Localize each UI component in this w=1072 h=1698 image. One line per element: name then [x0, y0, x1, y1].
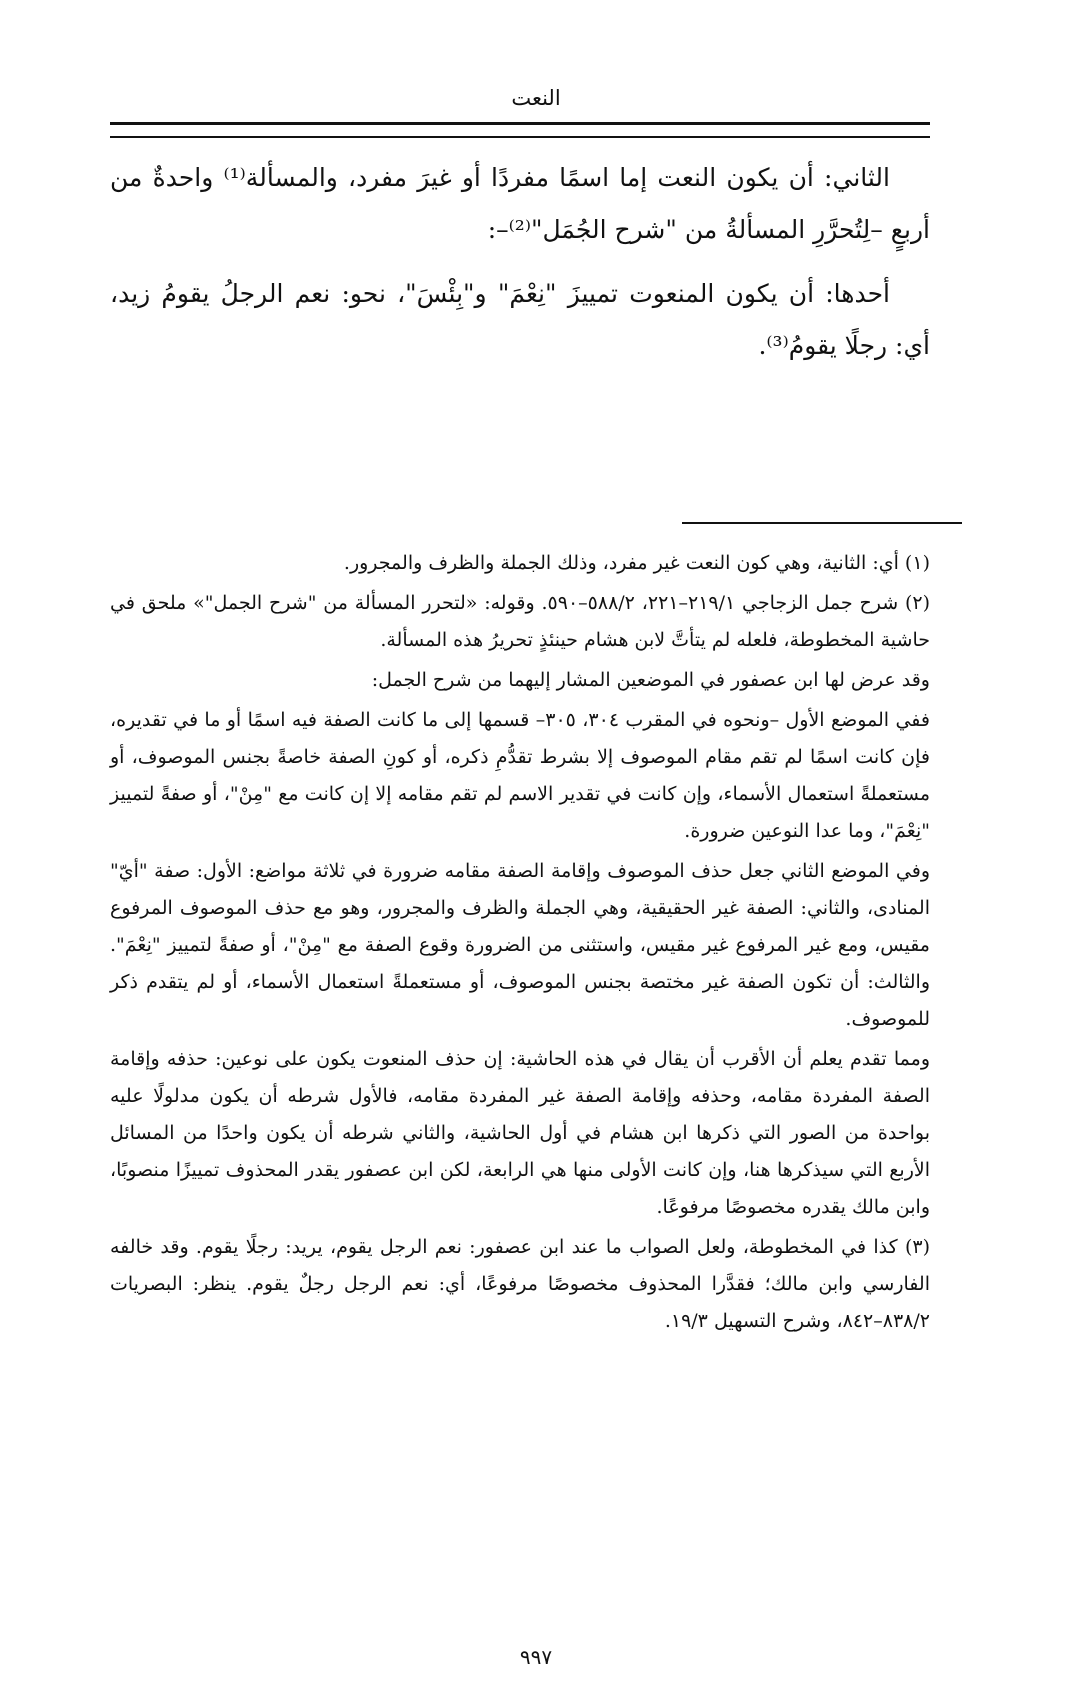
footnote-1: (١) أي: الثانية، وهي كون النعت غير مفرد، وذلك الجملة والظرف والمجرور. [343, 552, 930, 574]
main-paragraph-1: الثاني: أن يكون النعت إما اسمًا مفردًا أو غيرَ مفرد، والمسألة⁽¹⁾ واحدةٌ من أربعٍ –لِتُحرَّرِ المسألةُ من "شرح الجُمَل"⁽²⁾–: [110, 163, 930, 244]
header-rule-thin [110, 136, 930, 138]
footnote-2: (٢) شرح جمل الزجاجي ٢١٩/١–٢٢١، ٥٨٨/٢–٥٩٠. وقوله: «لتحرر المسألة من "شرح الجمل"» ملحق في حاشية المخطوطة، فلعله لم يتأتَّ لابن هشام حينئذٍ تحريرُ هذه المسألة. [110, 592, 931, 651]
running-title: النعت [511, 86, 561, 110]
footnotes [110, 545, 930, 1343]
page-number: ٩٩٧ [519, 1645, 553, 1669]
footnote-2-continuation: ففي الموضع الأول –ونحوه في المقرب ٣٠٤، ٣٠٥– قسمها إلى ما كانت الصفة فيه اسمًا أو ما في تقديره، فإن كانت اسمًا لم تقم مقام الموصوف إلا بشرط تقدُّمِ ذكره، أو كونِ الصفة خاصةً بجنس الموصوف، أو مستعملةً استعمال الأسماء، وإن كانت في تقدير الاسم لم تقم مقامه إلا إن كانت مع "مِنْ"، أو صفةً لتمييز "نِعْمَ"، وما عدا النوعين ضرورة. [110, 709, 930, 842]
footnote-2-continuation: ومما تقدم يعلم أن الأقرب أن يقال في هذه الحاشية: إن حذف المنعوت يكون على نوعين: حذفه وإقامة الصفة المفردة مقامه، وحذفه وإقامة الصفة غير المفردة مقامه، فالأول شرطه أن يكون مدلولًا عليه بواحدة من الصور التي ذكرها ابن هشام في أول الحاشية، والثاني شرطه أن يكون واحدًا من المسائل الأربع التي سيذكرها هنا، وإن كانت الأولى منها هي الرابعة، لكن ابن عصفور يقدر المحذوف تمييزًا منصوبًا، وابن مالك يقدره مخصوصًا مرفوعًا. [110, 1048, 930, 1218]
footnote-2-continuation: وقد عرض لها ابن عصفور في الموضعين المشار إليهما من شرح الجمل: [371, 669, 930, 691]
header-rule-thick [110, 122, 930, 125]
main-text [110, 152, 930, 384]
main-paragraph-2: أحدها: أن يكون المنعوت تمييزَ "نِعْمَ" و"بِئْسَ"، نحو: نعم الرجلُ يقومُ زيد، أي: رجلًا يقومُ⁽³⁾. [110, 279, 930, 360]
footnote-3: (٣) كذا في المخطوطة، ولعل الصواب ما عند ابن عصفور: نعم الرجل يقوم، يريد: رجلًا يقوم. وقد خالفه الفارسي وابن مالك؛ فقدَّرا المحذوف مخصوصًا مرفوعًا، أي: نعم الرجل رجلٌ يقوم. ينظر: البصريات ٨٣٨/٢–٨٤٢، وشرح التسهيل ١٩/٣. [110, 1236, 930, 1332]
footnote-separator [682, 522, 962, 524]
footnote-2-continuation: وفي الموضع الثاني جعل حذف الموصوف وإقامة الصفة مقامه ضرورة في ثلاثة مواضع: الأول: صفة "أيّ" المنادى، والثاني: الصفة غير الحقيقية، وهي الجملة والظرف والمجرور، وهو مع حذف الموصوف المرفوع مقيس، ومع غير المرفوع غير مقيس، واستثنى من الضرورة وقوع الصفة مع "مِنْ"، أو صفةً لتمييز "نِعْمَ". والثالث: أن تكون الصفة غير مختصة بجنس الموصوف، أو مستعملةً استعمال الأسماء، أو لم يتقدم ذكر للموصوف. [110, 860, 930, 1030]
